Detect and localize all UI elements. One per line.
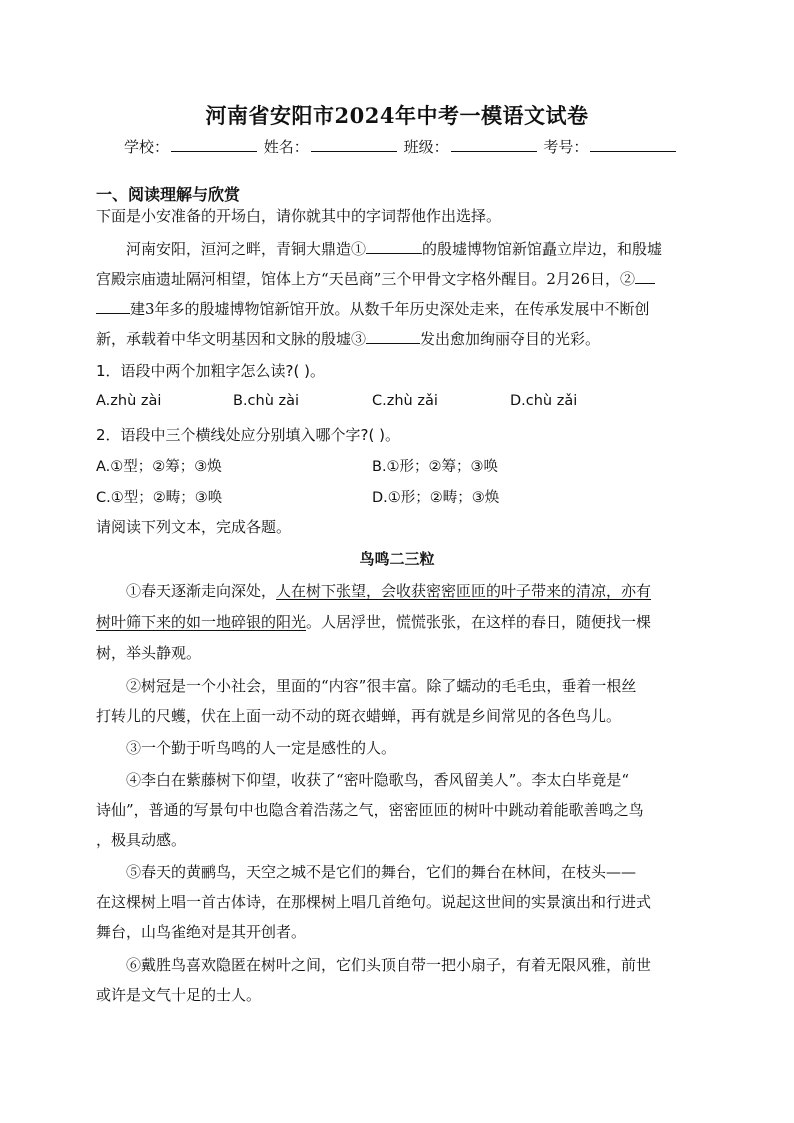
q2-option-c[interactable]: C.①型；②畴；③唤 — [96, 490, 223, 506]
name-blank[interactable] — [311, 137, 397, 152]
class-label: 班级： — [403, 138, 449, 156]
section-heading: 一、阅读理解与欣赏 — [96, 185, 241, 204]
number-label: 考号： — [543, 138, 589, 156]
school-label: 学校： — [124, 138, 170, 156]
passage-p2-line-1: ②树冠是一个小社会，里面的“内容”很丰富。除了蠕动的毛毛虫，垂着一根丝 — [126, 677, 637, 695]
question-1-stem: 1．语段中两个加粗字怎么读?( )。 — [96, 362, 325, 380]
opening-para-line-4: 新，承载着中华文明基因和文脉的殷墟③ 发出愈加绚丽夺目的光彩。 — [96, 330, 601, 348]
passage-p4-line-2: 诗仙”，普通的写景句中也隐含着浩荡之气，密密匝匝的树叶中跳动着能歌善鸣之鸟 — [96, 801, 644, 819]
passage-title: 鸟鸣二三粒 — [359, 550, 435, 568]
passage-p5-line-1: ⑤春天的黄鹂鸟，天空之城不是它们的舞台，它们的舞台在林间，在枝头—— — [126, 863, 637, 881]
passage-p4-line-3: ，极具动感。 — [96, 831, 187, 849]
q1-option-b[interactable]: B.chù zài — [233, 393, 300, 409]
q1-option-c[interactable]: C.zhù zǎi — [372, 393, 438, 409]
q1-option-d[interactable]: D.chù zǎi — [510, 393, 578, 409]
passage-p1-line-2: 树叶筛下来的如一地碎银的阳光。人居浮世，慌慌张张，在这样的春日，随便找一棵 — [96, 613, 652, 631]
blank-2b[interactable] — [96, 299, 130, 314]
section-intro: 下面是小安准备的开场白，请你就其中的字词帮他作出选择。 — [96, 207, 502, 225]
blank-2a[interactable] — [635, 269, 655, 284]
q2-option-b[interactable]: B.①形；②筹；③唤 — [372, 459, 499, 475]
q2-option-a[interactable]: A.①型；②筹；③焕 — [96, 459, 222, 475]
opening-para-line-2: 宫殿宗庙遗址隔河相望，馆体上方“天邑商”三个甲骨文字格外醒目。2月26日，② — [96, 268, 698, 289]
q2-option-d[interactable]: D.①形；②畴；③焕 — [372, 490, 500, 506]
passage-p5-line-3: 舞台，山鸟雀绝对是其开创者。 — [96, 923, 307, 941]
class-blank[interactable] — [451, 137, 537, 152]
passage-p3: ③一个勤于听鸟鸣的人一定是感性的人。 — [126, 739, 397, 757]
passage-p1-line-1: ①春天逐渐走向深处，人在树下张望，会收获密密匝匝的叶子带来的清凉，亦有 — [126, 582, 652, 600]
opening-para-line-1: 河南安阳，洹河之畔，青铜大鼎造① 的殷墟博物馆新馆矗立岸边，和殷墟 — [126, 240, 663, 258]
passage-p2-line-2: 打转儿的尺蠖，伏在上面一动不动的斑衣蜡蝉，再有就是乡间常见的各色鸟儿。 — [96, 707, 622, 725]
exam-title: 河南省安阳市2024年中考一模语文试卷 — [205, 103, 589, 128]
blank-3[interactable] — [366, 329, 420, 344]
reading-prompt: 请阅读下列文本，完成各题。 — [96, 518, 292, 536]
passage-p1-line-3: 树，举头静观。 — [96, 644, 202, 662]
question-2-stem: 2．语段中三个横线处应分别填入哪个字?( )。 — [96, 426, 400, 444]
passage-p4-line-1: ④李白在紫藤树下仰望，收获了“密叶隐歌鸟，香风留美人”。李太白毕竟是“ — [126, 771, 630, 789]
passage-p6-line-1: ⑥戴胜鸟喜欢隐匿在树叶之间，它们头顶自带一把小扇子，有着无限风雅，前世 — [126, 956, 652, 974]
name-label: 姓名： — [263, 138, 309, 156]
school-blank[interactable] — [171, 137, 257, 152]
passage-p5-line-2: 在这棵树上唱一首古体诗，在那棵树上唱几首绝句。说起这世间的实景演出和行进式 — [96, 893, 652, 911]
q1-option-a[interactable]: A.zhù zài — [96, 393, 162, 409]
number-blank[interactable] — [590, 137, 676, 152]
opening-para-line-3: 建3年多的殷墟博物馆新馆开放。从数千年历史深处走来，在传承发展中不断创 — [96, 298, 698, 319]
passage-p6-line-2: 或许是文气十足的士人。 — [96, 986, 262, 1004]
blank-1[interactable] — [366, 239, 422, 254]
student-info-line — [124, 136, 678, 157]
